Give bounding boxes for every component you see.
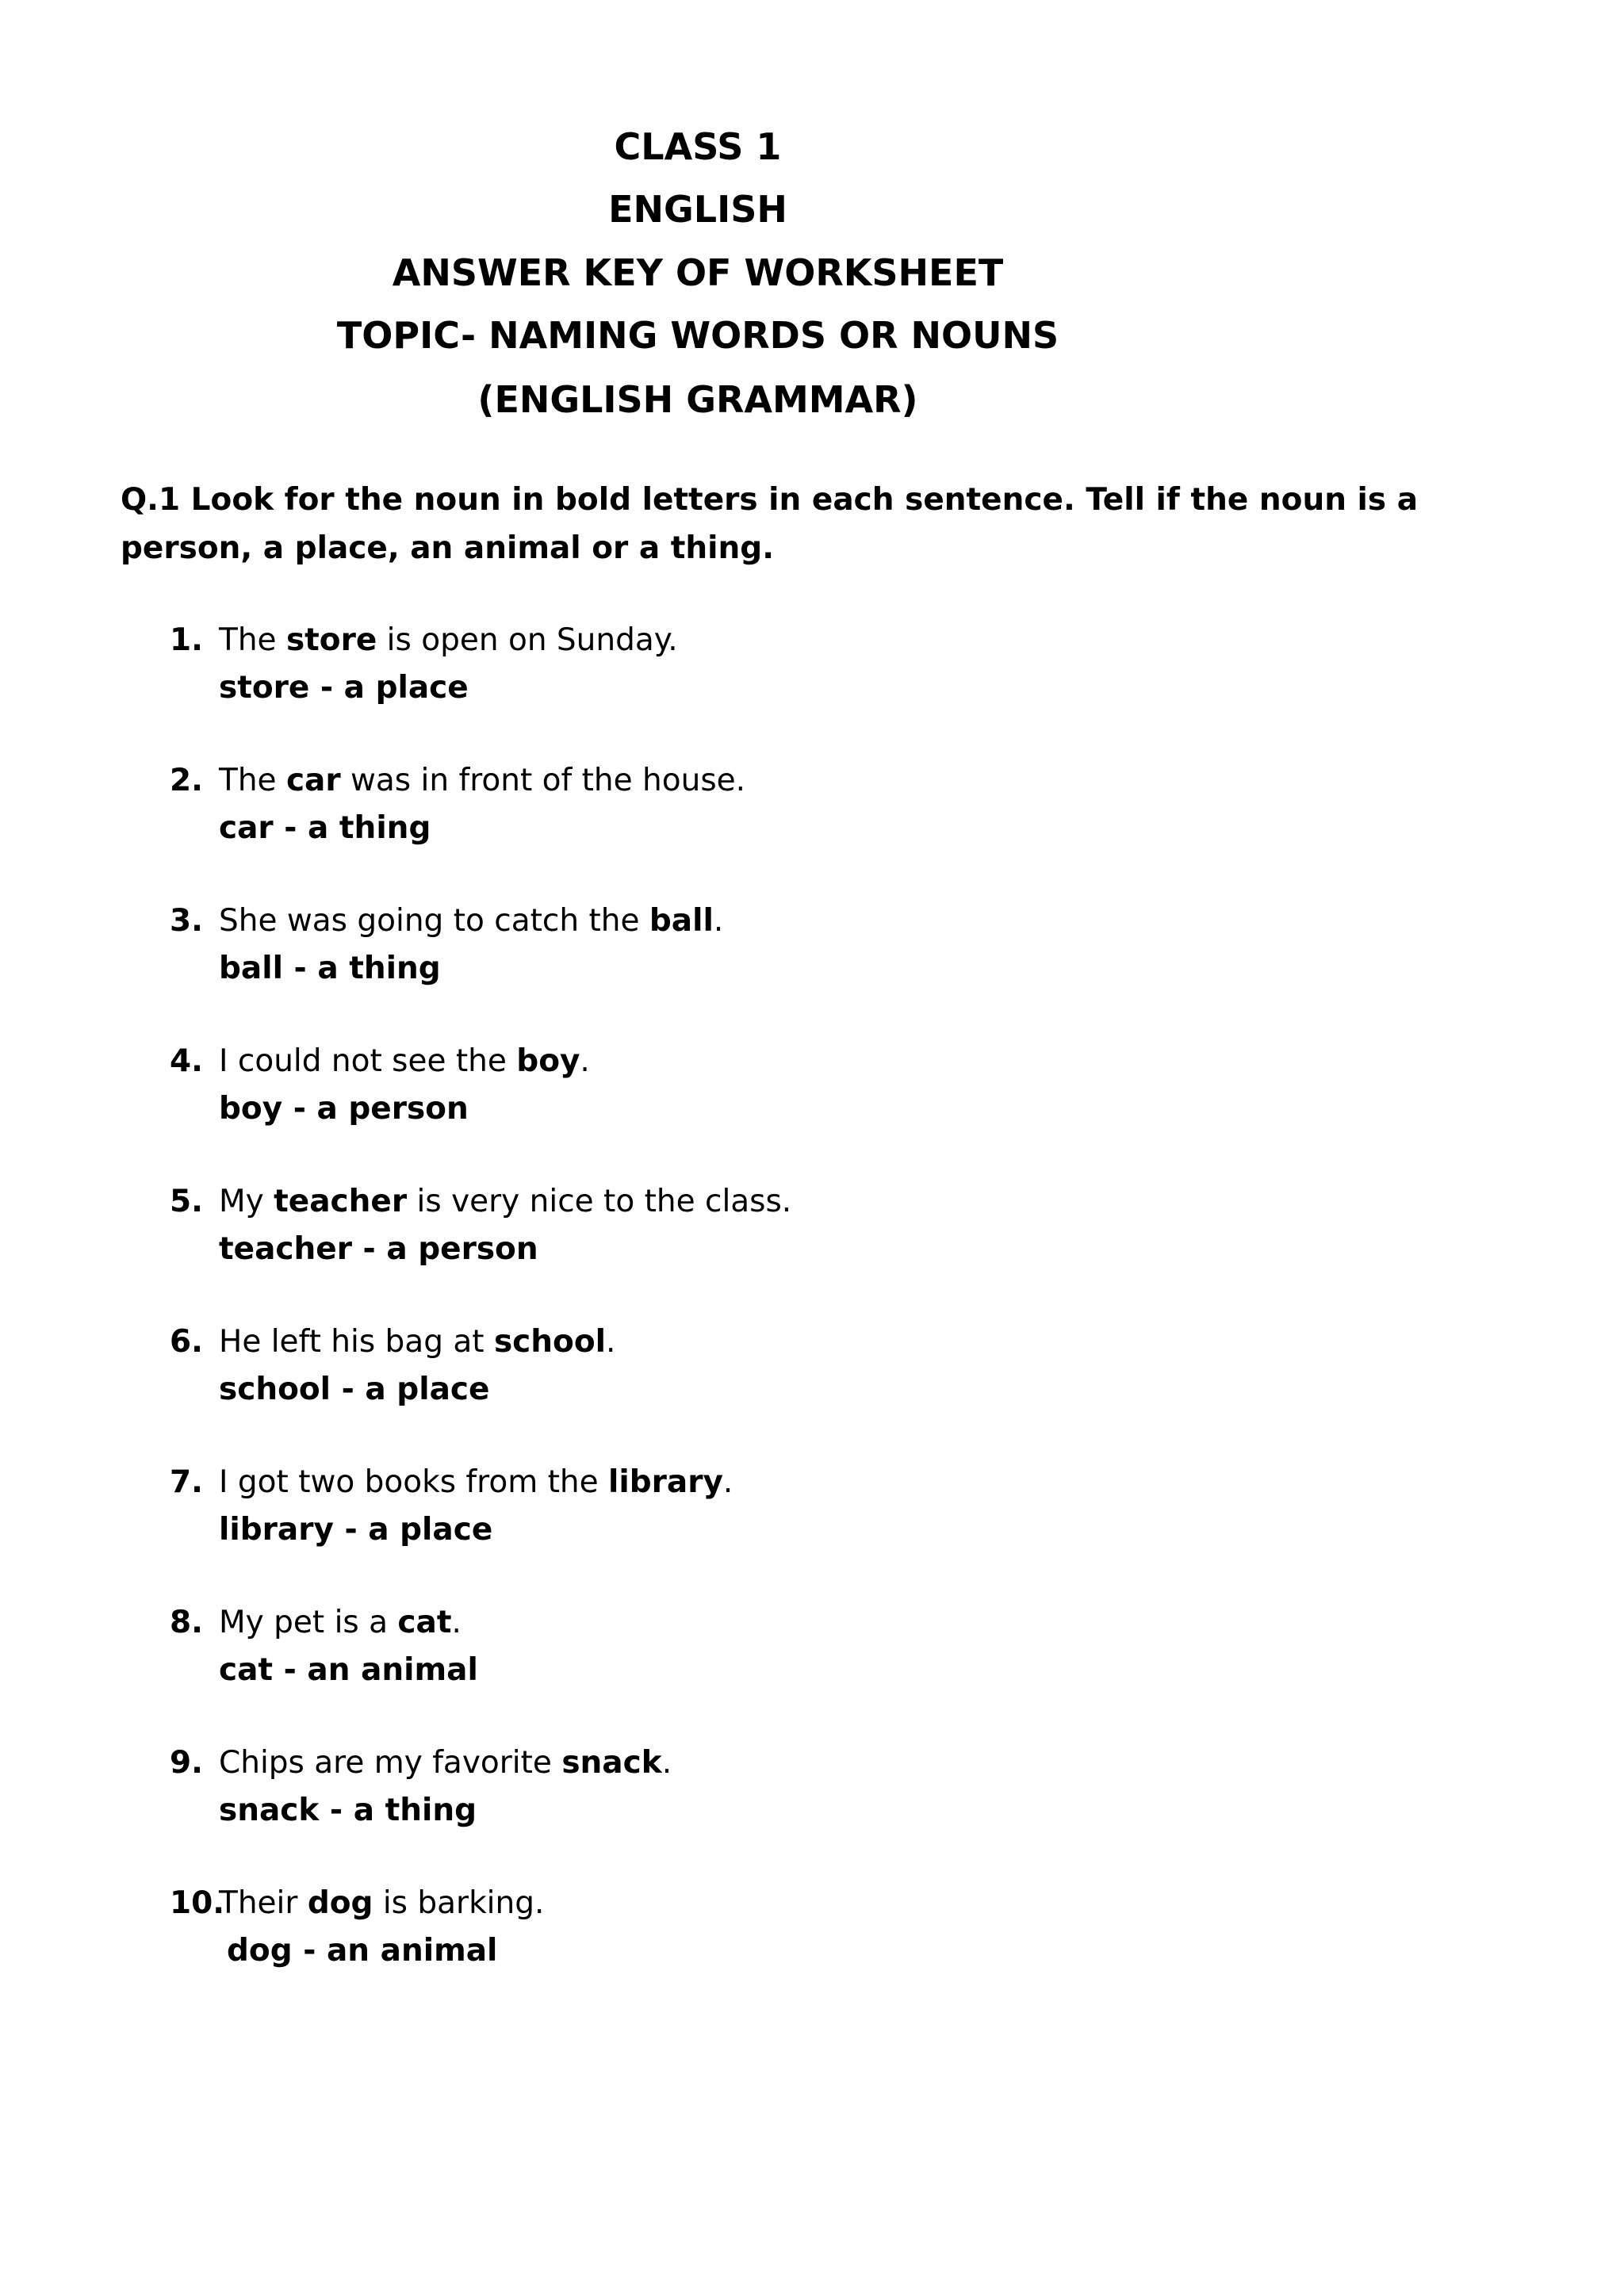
sentence-text: . xyxy=(722,1464,733,1500)
sentence-text: My xyxy=(219,1184,274,1219)
list-item xyxy=(170,1038,1280,1133)
list-item xyxy=(170,1459,1280,1554)
item-number: 1. xyxy=(170,622,203,658)
item-number: 2. xyxy=(170,763,203,798)
sentence-text: is barking. xyxy=(373,1885,545,1921)
item-answer: car - a thing xyxy=(219,810,431,846)
sentence-text: I got two books from the xyxy=(219,1464,608,1500)
item-sentence xyxy=(170,1459,1280,1506)
sentence-text: was in front of the house. xyxy=(340,763,746,798)
noun-word: snack xyxy=(561,1745,662,1781)
noun-word: cat xyxy=(397,1605,452,1640)
noun-word: boy xyxy=(516,1043,580,1079)
sentence-text: He left his bag at xyxy=(219,1324,494,1360)
question-instructions xyxy=(121,476,1419,572)
item-number: 3. xyxy=(170,903,203,939)
item-number: 7. xyxy=(170,1464,203,1500)
list-item xyxy=(170,1178,1280,1273)
sentence-text: My pet is a xyxy=(219,1605,398,1640)
list-item xyxy=(170,1880,1280,1975)
item-answer: teacher - a person xyxy=(219,1231,538,1267)
item-sentence xyxy=(170,617,1280,664)
sentence-text: . xyxy=(606,1324,616,1360)
noun-word: store xyxy=(285,622,377,658)
item-answer: boy - a person xyxy=(219,1091,469,1127)
item-answer: school - a place xyxy=(219,1372,490,1407)
sentence-text: . xyxy=(451,1605,462,1640)
topic-label: TOPIC- NAMING WORDS OR NOUNS xyxy=(336,314,1059,357)
item-answer: ball - a thing xyxy=(219,951,441,986)
item-number: 9. xyxy=(170,1745,203,1781)
item-sentence xyxy=(170,1318,1280,1366)
sentence-text: . xyxy=(580,1043,590,1079)
noun-word: teacher xyxy=(274,1184,408,1219)
item-sentence xyxy=(170,1038,1280,1085)
sentence-text: The xyxy=(219,622,286,658)
list-item xyxy=(170,757,1280,852)
sentence-text: Chips are my favorite xyxy=(219,1745,562,1781)
list-item xyxy=(170,1739,1280,1835)
worksheet-title: ANSWER KEY OF WORKSHEET xyxy=(392,251,1004,294)
sentence-text: Their xyxy=(219,1885,308,1921)
sentence-text: . xyxy=(661,1745,672,1781)
noun-word: ball xyxy=(649,903,714,939)
question-line-2: person, a place, an animal or a thing. xyxy=(121,530,775,566)
item-sentence xyxy=(170,757,1280,805)
item-sentence xyxy=(170,1599,1280,1647)
item-number: 4. xyxy=(170,1043,203,1079)
subject-label: ENGLISH xyxy=(608,188,787,231)
sentence-text: I could not see the xyxy=(219,1043,517,1079)
item-sentence xyxy=(170,1880,1280,1927)
noun-word: car xyxy=(285,763,341,798)
noun-word: dog xyxy=(307,1885,373,1921)
list-item xyxy=(170,617,1280,712)
item-sentence xyxy=(170,1178,1280,1226)
subtopic-label: (ENGLISH GRAMMAR) xyxy=(477,378,918,421)
sentence-text: She was going to catch the xyxy=(219,903,649,939)
sentence-text: is very nice to the class. xyxy=(407,1184,792,1219)
sentence-text: The xyxy=(219,763,286,798)
sentence-text: . xyxy=(713,903,724,939)
list-item xyxy=(170,1599,1280,1694)
item-sentence xyxy=(170,897,1280,945)
sentence-text: is open on Sunday. xyxy=(377,622,678,658)
question-line-1: Q.1 Look for the noun in bold letters in each sentence. Tell if the noun is a xyxy=(121,482,1419,518)
item-answer: dog - an animal xyxy=(227,1933,498,1969)
list-item xyxy=(170,1318,1280,1414)
noun-word: library xyxy=(608,1464,723,1500)
item-number: 5. xyxy=(170,1184,203,1219)
item-answer: snack - a thing xyxy=(219,1793,477,1828)
item-number: 8. xyxy=(170,1605,203,1640)
item-answer: cat - an animal xyxy=(219,1652,478,1688)
item-number: 10. xyxy=(170,1885,225,1921)
item-sentence xyxy=(170,1739,1280,1787)
noun-word: school xyxy=(493,1324,607,1360)
item-answer: library - a place xyxy=(219,1512,493,1548)
item-number: 6. xyxy=(170,1324,203,1360)
list-item xyxy=(170,897,1280,993)
item-answer: store - a place xyxy=(219,670,469,706)
class-label: CLASS 1 xyxy=(614,125,782,168)
